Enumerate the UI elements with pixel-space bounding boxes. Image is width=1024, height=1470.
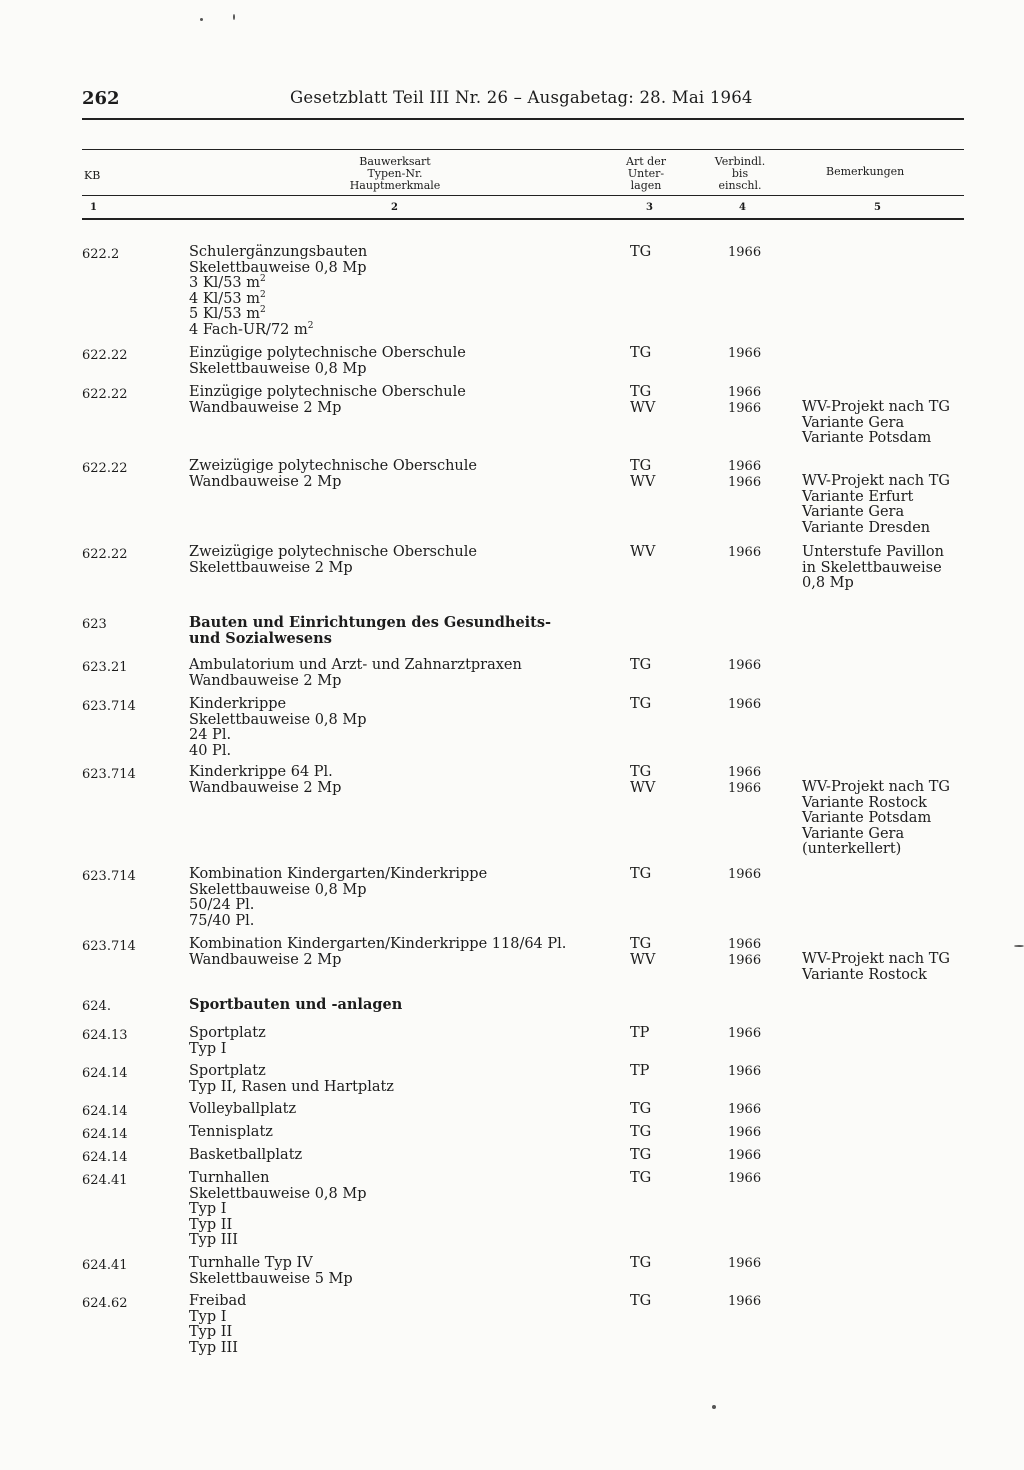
row-art <box>630 545 662 561</box>
table-top-rule <box>82 149 964 150</box>
row-verbindl <box>728 385 761 416</box>
row-description <box>189 937 566 968</box>
row-art <box>630 459 662 490</box>
row-kb-code: 622.22 <box>82 387 128 402</box>
row-kb-code: 622.22 <box>82 348 128 363</box>
row-verbindl <box>728 459 761 490</box>
row-kb-code: 623 <box>82 617 107 632</box>
verbindl-value: 1966 <box>728 952 762 968</box>
description-line: Zweizügige polytechnische Oberschule <box>189 458 477 474</box>
col-number: 4 <box>739 202 746 213</box>
verbindl-value: 1966 <box>728 1294 762 1309</box>
row-art <box>630 346 662 362</box>
description-line: Skelettbauweise 0,8 Mp <box>189 360 367 377</box>
row-verbindl <box>728 346 761 362</box>
description-line: 24 Pl. <box>189 727 232 744</box>
row-verbindl <box>728 1171 761 1187</box>
row-art <box>630 1102 662 1118</box>
art-value: TG <box>630 696 652 712</box>
header-rule <box>82 118 964 120</box>
verbindl-value: 1966 <box>728 1256 762 1271</box>
verbindl-value: 1966 <box>728 937 762 952</box>
description-line: 50/24 Pl. <box>189 897 255 914</box>
description-line: Skelettbauweise 2 Mp <box>189 559 353 576</box>
row-description <box>189 1064 394 1095</box>
paper-speck <box>233 14 235 20</box>
row-verbindl <box>728 1102 761 1118</box>
row-art <box>630 1256 662 1272</box>
col-number: 3 <box>646 202 653 213</box>
art-value: TG <box>630 1255 652 1271</box>
verbindl-value: 1966 <box>728 1125 762 1140</box>
col-number: 5 <box>874 202 881 213</box>
verbindl-value: 1966 <box>728 697 762 712</box>
row-kb-code: 623.714 <box>82 699 136 714</box>
row-description <box>189 346 466 377</box>
description-line: Kombination Kindergarten/Kinderkrippe <box>189 866 488 882</box>
remark-line: Variante Erfurt <box>802 488 914 505</box>
row-art <box>630 1125 662 1141</box>
remark-line: Variante Gera <box>802 504 905 521</box>
verbindl-value: 1966 <box>728 385 762 400</box>
art-value: TG <box>630 1293 652 1309</box>
row-description <box>189 1171 367 1249</box>
verbindl-value: 1966 <box>728 245 762 260</box>
remark-line: Variante Dresden <box>802 519 931 536</box>
remark-line: (unterkellert) <box>802 841 902 858</box>
description-line: Kinderkrippe <box>189 696 287 712</box>
row-verbindl <box>728 1064 761 1080</box>
art-value: WV <box>630 399 656 416</box>
row-kb-code: 624.13 <box>82 1028 128 1043</box>
row-remarks <box>802 545 944 592</box>
description-line: Volleyballplatz <box>189 1101 297 1117</box>
art-value: TG <box>630 764 652 780</box>
row-verbindl <box>728 697 761 713</box>
description-line: Sportbauten und -anlagen <box>189 996 403 1013</box>
col-number: 2 <box>391 202 398 213</box>
row-kb-code: 624.14 <box>82 1104 128 1119</box>
remark-line: Unterstufe Pavillon <box>802 544 944 560</box>
description-line: und Sozialwesens <box>189 629 332 647</box>
verbindl-value: 1966 <box>728 658 762 673</box>
row-description <box>189 1026 266 1057</box>
row-art <box>630 697 662 713</box>
art-value: WV <box>630 544 656 560</box>
art-value: WV <box>630 951 656 968</box>
col-header-art: Art der Unter- lagen <box>626 155 666 192</box>
row-description <box>189 765 341 796</box>
row-verbindl <box>728 245 761 261</box>
verbindl-value: 1966 <box>728 474 762 490</box>
row-description <box>189 545 477 576</box>
row-remarks <box>802 952 950 983</box>
verbindl-value: 1966 <box>728 1064 762 1079</box>
row-description <box>189 615 551 646</box>
row-description <box>189 997 402 1013</box>
art-value: TP <box>630 1025 650 1041</box>
remark-line: Variante Gera <box>802 414 905 431</box>
row-description <box>189 658 522 689</box>
verbindl-value: 1966 <box>728 346 762 361</box>
art-value: TG <box>630 866 652 882</box>
description-line: Typ I <box>189 1201 227 1218</box>
description-line: Typ I <box>189 1040 227 1057</box>
row-kb-code: 622.2 <box>82 247 120 262</box>
row-verbindl <box>728 1294 761 1310</box>
description-line: 75/40 Pl. <box>189 912 255 929</box>
description-line: Skelettbauweise 0,8 Mp <box>189 711 367 728</box>
row-verbindl <box>728 1256 761 1272</box>
row-verbindl <box>728 1125 761 1141</box>
verbindl-value: 1966 <box>728 765 762 780</box>
art-value: TP <box>630 1063 650 1079</box>
description-line: Tennisplatz <box>189 1124 273 1140</box>
row-art <box>630 1148 662 1164</box>
description-line: 40 Pl. <box>189 742 232 759</box>
paper-speck <box>200 18 203 21</box>
row-kb-code: 623.714 <box>82 939 136 954</box>
col-number: 1 <box>90 202 97 213</box>
row-art <box>630 1171 662 1187</box>
description-line: 5 Kl/53 $m^2$ <box>189 305 266 323</box>
row-art <box>630 1064 662 1080</box>
row-art <box>630 937 662 968</box>
row-description <box>189 1294 246 1356</box>
art-value: TG <box>630 384 652 400</box>
description-line: Skelettbauweise 0,8 Mp <box>189 1185 367 1202</box>
description-line: Schulergänzungsbauten <box>189 244 368 260</box>
row-description <box>189 867 487 929</box>
row-kb-code: 624.62 <box>82 1296 128 1311</box>
row-description <box>189 1256 353 1287</box>
verbindl-value: 1966 <box>728 867 762 882</box>
row-kb-code: 623.21 <box>82 660 128 675</box>
description-line: Wandbauweise 2 Mp <box>189 399 342 416</box>
description-line: Bauten und Einrichtungen des Gesundheits- <box>189 614 552 631</box>
row-description <box>189 245 367 339</box>
description-line: Zweizügige polytechnische Oberschule <box>189 544 477 560</box>
description-line: Typ III <box>189 1232 238 1249</box>
remark-line: Variante Potsdam <box>802 810 932 827</box>
art-value: WV <box>630 473 656 490</box>
verbindl-value: 1966 <box>728 780 762 796</box>
column-number-rule <box>82 218 964 220</box>
row-verbindl <box>728 658 761 674</box>
column-header-rule <box>82 195 964 196</box>
verbindl-value: 1966 <box>728 1102 762 1117</box>
description-line: Wandbauweise 2 Mp <box>189 779 342 796</box>
col-header-kb: KB <box>84 169 101 182</box>
verbindl-value: 1966 <box>728 545 762 560</box>
description-line: Turnhalle Typ IV <box>189 1255 313 1271</box>
art-value: TG <box>630 936 652 952</box>
art-value: TG <box>630 1124 652 1140</box>
row-verbindl <box>728 1148 761 1164</box>
description-line: 4 Kl/53 $m^2$ <box>189 289 266 307</box>
col-header-type: Bauwerksart Typen-Nr. Hauptmerkmale <box>349 155 441 192</box>
row-art <box>630 1294 662 1310</box>
description-line: Kombination Kindergarten/Kinderkrippe 118/64 Pl. <box>189 936 567 952</box>
row-description <box>189 697 367 759</box>
paper-speck <box>712 1405 716 1409</box>
row-kb-code: 624.14 <box>82 1066 128 1081</box>
row-kb-code: 622.22 <box>82 461 128 476</box>
art-value: WV <box>630 779 656 796</box>
row-art <box>630 867 662 883</box>
row-kb-code: 624.14 <box>82 1150 128 1165</box>
description-line: Wandbauweise 2 Mp <box>189 473 342 490</box>
verbindl-value: 1966 <box>728 1148 762 1163</box>
row-description <box>189 1148 302 1164</box>
art-value: TG <box>630 345 652 361</box>
remark-line: WV-Projekt nach TG <box>802 399 950 415</box>
description-line: Typ II, Rasen und Hartplatz <box>189 1078 394 1095</box>
row-kb-code: 624. <box>82 999 111 1014</box>
art-value: TG <box>630 1101 652 1117</box>
row-description <box>189 385 466 416</box>
row-verbindl <box>728 937 761 968</box>
row-kb-code: 624.41 <box>82 1258 128 1273</box>
art-value: TG <box>630 1170 652 1186</box>
art-value: TG <box>630 657 652 673</box>
row-description <box>189 1102 296 1118</box>
row-remarks <box>802 400 950 447</box>
row-verbindl <box>728 545 761 561</box>
paper-speck <box>1014 945 1024 947</box>
row-verbindl <box>728 765 761 796</box>
description-line: Ambulatorium und Arzt- und Zahnarztpraxen <box>189 657 522 673</box>
art-value: TG <box>630 458 652 474</box>
row-art <box>630 658 662 674</box>
description-line: Einzügige polytechnische Oberschule <box>189 384 466 400</box>
row-remarks <box>802 474 950 536</box>
description-line: Sportplatz <box>189 1025 266 1041</box>
remark-line: in Skelettbauweise <box>802 559 942 576</box>
description-line: Turnhallen <box>189 1170 270 1186</box>
description-line: Kinderkrippe 64 Pl. <box>189 764 333 780</box>
col-header-verbindl: Verbindl. bis einschl. <box>714 155 766 192</box>
col-header-bemerkungen: Bemerkungen <box>826 165 905 178</box>
art-value: TG <box>630 1147 652 1163</box>
description-line: 3 Kl/53 $m^2$ <box>189 274 266 292</box>
description-line: Skelettbauweise 5 Mp <box>189 1270 353 1287</box>
description-line: Skelettbauweise 0,8 Mp <box>189 881 367 898</box>
description-line: Sportplatz <box>189 1063 266 1079</box>
row-kb-code: 623.714 <box>82 767 136 782</box>
row-verbindl <box>728 1026 761 1042</box>
description-line: Skelettbauweise 0,8 Mp <box>189 259 367 276</box>
row-art <box>630 765 662 796</box>
description-line: Einzügige polytechnische Oberschule <box>189 345 466 361</box>
row-remarks <box>802 780 950 858</box>
description-line: Wandbauweise 2 Mp <box>189 672 342 689</box>
row-description <box>189 1125 273 1141</box>
row-kb-code: 623.714 <box>82 869 136 884</box>
verbindl-value: 1966 <box>728 1171 762 1186</box>
description-line: Basketballplatz <box>189 1147 303 1163</box>
verbindl-value: 1966 <box>728 459 762 474</box>
verbindl-value: 1966 <box>728 1026 762 1041</box>
description-line: 4 Fach-UR/72 $m^2$ <box>189 321 314 338</box>
description-line: Wandbauweise 2 Mp <box>189 951 342 968</box>
row-art <box>630 1026 662 1042</box>
remark-line: WV-Projekt nach TG <box>802 779 950 795</box>
remark-line: Variante Potsdam <box>802 430 932 447</box>
row-kb-code: 624.41 <box>82 1173 128 1188</box>
description-line: Typ I <box>189 1308 227 1325</box>
remark-line: Variante Rostock <box>802 794 927 811</box>
verbindl-value: 1966 <box>728 400 762 416</box>
description-line: Typ II <box>189 1324 233 1341</box>
remark-line: Variante Gera <box>802 825 905 842</box>
remark-line: WV-Projekt nach TG <box>802 951 950 967</box>
row-kb-code: 622.22 <box>82 547 128 562</box>
page-number: 262 <box>82 88 120 109</box>
running-head: Gesetzblatt Teil III Nr. 26 – Ausgabetag: 28. Mai 1964 <box>290 88 753 107</box>
row-description <box>189 459 477 490</box>
row-kb-code: 624.14 <box>82 1127 128 1142</box>
row-verbindl <box>728 867 761 883</box>
row-art <box>630 245 662 261</box>
remark-line: 0,8 Mp <box>802 575 854 592</box>
description-line: Typ II <box>189 1216 233 1233</box>
description-line: Typ III <box>189 1339 238 1356</box>
description-line: Freibad <box>189 1293 247 1309</box>
remark-line: Variante Rostock <box>802 966 927 983</box>
row-art <box>630 385 662 416</box>
remark-line: WV-Projekt nach TG <box>802 473 950 489</box>
art-value: TG <box>630 244 652 260</box>
